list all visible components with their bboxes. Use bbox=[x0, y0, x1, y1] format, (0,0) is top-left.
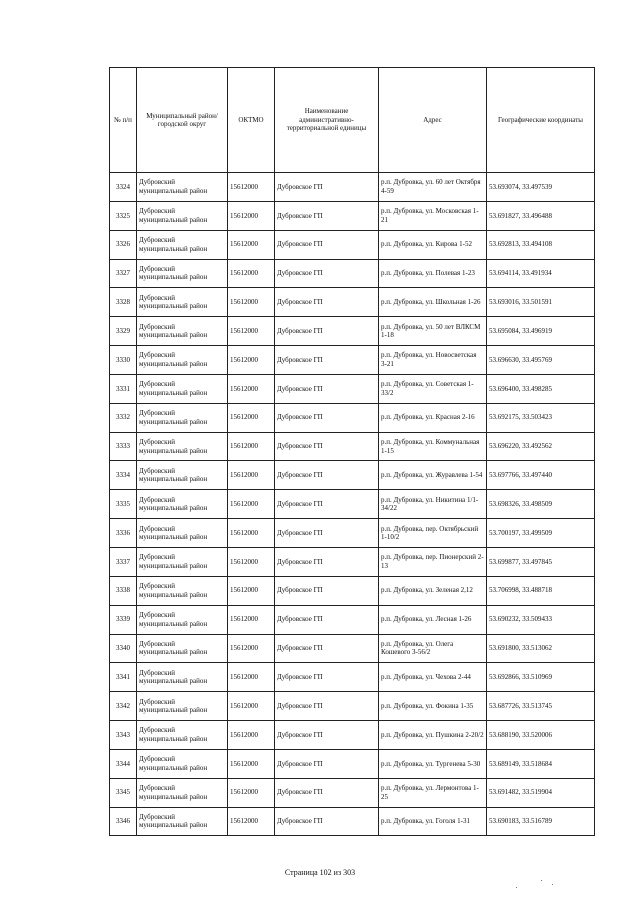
cell-num: 3327 bbox=[110, 259, 137, 288]
cell-district: Дубровский муниципальный район bbox=[137, 490, 228, 519]
cell-geo: 53.690232, 33.509433 bbox=[487, 605, 595, 634]
cell-district: Дубровский муниципальный район bbox=[137, 605, 228, 634]
scan-speck bbox=[552, 884, 553, 885]
cell-oktmo: 15612000 bbox=[228, 259, 275, 288]
cell-oktmo: 15612000 bbox=[228, 461, 275, 490]
cell-address: р.п. Дубровка, ул. Гоголя 1-31 bbox=[379, 807, 487, 836]
cell-district: Дубровский муниципальный район bbox=[137, 374, 228, 403]
cell-district: Дубровский муниципальный район bbox=[137, 634, 228, 663]
table-row bbox=[110, 778, 595, 807]
cell-num: 3340 bbox=[110, 634, 137, 663]
cell-oktmo: 15612000 bbox=[228, 346, 275, 375]
cell-unit: Дубровское ГП bbox=[275, 201, 379, 230]
cell-unit: Дубровское ГП bbox=[275, 346, 379, 375]
cell-geo: 53.695084, 33.496919 bbox=[487, 317, 595, 346]
header-oktmo: ОКТМО bbox=[228, 68, 275, 173]
table-header-row bbox=[110, 68, 595, 173]
table-row bbox=[110, 749, 595, 778]
cell-num: 3341 bbox=[110, 663, 137, 692]
cell-oktmo: 15612000 bbox=[228, 634, 275, 663]
cell-geo: 53.697766, 33.497440 bbox=[487, 461, 595, 490]
cell-unit: Дубровское ГП bbox=[275, 778, 379, 807]
table-row bbox=[110, 663, 595, 692]
cell-oktmo: 15612000 bbox=[228, 374, 275, 403]
cell-address: р.п. Дубровка, ул. Тургенева 5-30 bbox=[379, 749, 487, 778]
cell-address: р.п. Дубровка, ул. 50 лет ВЛКСМ 1-18 bbox=[379, 317, 487, 346]
cell-district: Дубровский муниципальный район bbox=[137, 259, 228, 288]
table-row bbox=[110, 346, 595, 375]
cell-address: р.п. Дубровка, ул. Новосветская 3-21 bbox=[379, 346, 487, 375]
cell-address: р.п. Дубровка, ул. Московская 1-21 bbox=[379, 201, 487, 230]
cell-district: Дубровский муниципальный район bbox=[137, 317, 228, 346]
cell-geo: 53.691827, 33.496488 bbox=[487, 201, 595, 230]
cell-geo: 53.696630, 33.495769 bbox=[487, 346, 595, 375]
cell-address: р.п. Дубровка, ул. Зеленая 2,12 bbox=[379, 576, 487, 605]
table-row bbox=[110, 605, 595, 634]
cell-unit: Дубровское ГП bbox=[275, 692, 379, 721]
cell-num: 3331 bbox=[110, 374, 137, 403]
page-number: Страница 102 из 303 bbox=[284, 868, 356, 877]
table-row bbox=[110, 490, 595, 519]
cell-district: Дубровский муниципальный район bbox=[137, 721, 228, 750]
cell-unit: Дубровское ГП bbox=[275, 490, 379, 519]
cell-address: р.п. Дубровка, ул. Полевая 1-23 bbox=[379, 259, 487, 288]
cell-district: Дубровский муниципальный район bbox=[137, 230, 228, 259]
cell-oktmo: 15612000 bbox=[228, 576, 275, 605]
cell-address: р.п. Дубровка, ул. Никитина 1/1-34/22 bbox=[379, 490, 487, 519]
cell-address: р.п. Дубровка, пер. Пионерский 2-13 bbox=[379, 547, 487, 576]
cell-district: Дубровский муниципальный район bbox=[137, 288, 228, 317]
cell-oktmo: 15612000 bbox=[228, 288, 275, 317]
table-row bbox=[110, 317, 595, 346]
cell-address: р.п. Дубровка, ул. Пушкина 2-20/2 bbox=[379, 721, 487, 750]
table-row bbox=[110, 173, 595, 202]
cell-address: р.п. Дубровка, ул. 60 лет Октября 4-59 bbox=[379, 173, 487, 202]
cell-unit: Дубровское ГП bbox=[275, 461, 379, 490]
table-row bbox=[110, 547, 595, 576]
cell-address: р.п. Дубровка, ул. Фокина 1-35 bbox=[379, 692, 487, 721]
cell-district: Дубровский муниципальный район bbox=[137, 173, 228, 202]
table-row bbox=[110, 230, 595, 259]
cell-num: 3343 bbox=[110, 721, 137, 750]
cell-oktmo: 15612000 bbox=[228, 721, 275, 750]
cell-num: 3328 bbox=[110, 288, 137, 317]
cell-address: р.п. Дубровка, ул. Школьная 1-26 bbox=[379, 288, 487, 317]
cell-geo: 53.687726, 33.513745 bbox=[487, 692, 595, 721]
table-body bbox=[110, 173, 595, 836]
cell-district: Дубровский муниципальный район bbox=[137, 749, 228, 778]
cell-unit: Дубровское ГП bbox=[275, 519, 379, 548]
cell-geo: 53.693074, 33.497539 bbox=[487, 173, 595, 202]
cell-geo: 53.690183, 33.516789 bbox=[487, 807, 595, 836]
cell-num: 3324 bbox=[110, 173, 137, 202]
cell-num: 3330 bbox=[110, 346, 137, 375]
cell-unit: Дубровское ГП bbox=[275, 634, 379, 663]
cell-address: р.п. Дубровка, ул. Олега Кошевого 3-56/2 bbox=[379, 634, 487, 663]
cell-geo: 53.706998, 33.488718 bbox=[487, 576, 595, 605]
cell-num: 3344 bbox=[110, 749, 137, 778]
cell-oktmo: 15612000 bbox=[228, 519, 275, 548]
cell-address: р.п. Дубровка, ул. Коммунальная 1-15 bbox=[379, 432, 487, 461]
cell-district: Дубровский муниципальный район bbox=[137, 201, 228, 230]
cell-district: Дубровский муниципальный район bbox=[137, 547, 228, 576]
cell-unit: Дубровское ГП bbox=[275, 230, 379, 259]
table-row bbox=[110, 634, 595, 663]
cell-num: 3329 bbox=[110, 317, 137, 346]
cell-oktmo: 15612000 bbox=[228, 692, 275, 721]
cell-unit: Дубровское ГП bbox=[275, 807, 379, 836]
cell-num: 3335 bbox=[110, 490, 137, 519]
cell-address: р.п. Дубровка, ул. Журавлева 1-54 bbox=[379, 461, 487, 490]
cell-unit: Дубровское ГП bbox=[275, 432, 379, 461]
table-row bbox=[110, 721, 595, 750]
cell-district: Дубровский муниципальный район bbox=[137, 778, 228, 807]
table-row bbox=[110, 461, 595, 490]
cell-unit: Дубровское ГП bbox=[275, 317, 379, 346]
header-num: № п/п bbox=[110, 68, 137, 173]
addresses-table bbox=[109, 67, 595, 836]
cell-oktmo: 15612000 bbox=[228, 173, 275, 202]
cell-num: 3342 bbox=[110, 692, 137, 721]
cell-district: Дубровский муниципальный район bbox=[137, 663, 228, 692]
cell-num: 3326 bbox=[110, 230, 137, 259]
table-row bbox=[110, 519, 595, 548]
cell-num: 3325 bbox=[110, 201, 137, 230]
cell-oktmo: 15612000 bbox=[228, 605, 275, 634]
cell-unit: Дубровское ГП bbox=[275, 403, 379, 432]
cell-geo: 53.692866, 33.510969 bbox=[487, 663, 595, 692]
cell-geo: 53.696220, 33.492562 bbox=[487, 432, 595, 461]
cell-unit: Дубровское ГП bbox=[275, 259, 379, 288]
table-row bbox=[110, 374, 595, 403]
cell-oktmo: 15612000 bbox=[228, 778, 275, 807]
cell-num: 3336 bbox=[110, 519, 137, 548]
cell-address: р.п. Дубровка, ул. Чехова 2-44 bbox=[379, 663, 487, 692]
cell-num: 3346 bbox=[110, 807, 137, 836]
cell-unit: Дубровское ГП bbox=[275, 576, 379, 605]
cell-unit: Дубровское ГП bbox=[275, 288, 379, 317]
table-row bbox=[110, 432, 595, 461]
cell-num: 3332 bbox=[110, 403, 137, 432]
cell-district: Дубровский муниципальный район bbox=[137, 432, 228, 461]
cell-geo: 53.691800, 33.513062 bbox=[487, 634, 595, 663]
cell-address: р.п. Дубровка, ул. Лесная 1-26 bbox=[379, 605, 487, 634]
cell-geo: 53.689149, 33.518684 bbox=[487, 749, 595, 778]
cell-num: 3333 bbox=[110, 432, 137, 461]
header-district: Муниципальный район/городской округ bbox=[137, 68, 228, 173]
cell-unit: Дубровское ГП bbox=[275, 547, 379, 576]
cell-geo: 53.694114, 33.491934 bbox=[487, 259, 595, 288]
cell-oktmo: 15612000 bbox=[228, 490, 275, 519]
table-row bbox=[110, 259, 595, 288]
cell-unit: Дубровское ГП bbox=[275, 663, 379, 692]
table-row bbox=[110, 576, 595, 605]
table-row bbox=[110, 692, 595, 721]
cell-district: Дубровский муниципальный район bbox=[137, 403, 228, 432]
cell-address: р.п. Дубровка, ул. Советская 1-33/2 bbox=[379, 374, 487, 403]
cell-geo: 53.691482, 33.519904 bbox=[487, 778, 595, 807]
header-address: Адрес bbox=[379, 68, 487, 173]
cell-district: Дубровский муниципальный район bbox=[137, 461, 228, 490]
cell-geo: 53.693016, 33.501591 bbox=[487, 288, 595, 317]
header-unit: Наименование административно-территориальной единицы bbox=[275, 68, 379, 173]
cell-geo: 53.698326, 33.498509 bbox=[487, 490, 595, 519]
scan-speck bbox=[516, 887, 517, 888]
cell-num: 3338 bbox=[110, 576, 137, 605]
cell-num: 3334 bbox=[110, 461, 137, 490]
cell-geo: 53.700197, 33.499509 bbox=[487, 519, 595, 548]
cell-district: Дубровский муниципальный район bbox=[137, 692, 228, 721]
cell-geo: 53.688190, 33.520006 bbox=[487, 721, 595, 750]
cell-oktmo: 15612000 bbox=[228, 547, 275, 576]
cell-district: Дубровский муниципальный район bbox=[137, 807, 228, 836]
table-row bbox=[110, 288, 595, 317]
cell-num: 3337 bbox=[110, 547, 137, 576]
cell-geo: 53.692175, 33.503423 bbox=[487, 403, 595, 432]
cell-oktmo: 15612000 bbox=[228, 807, 275, 836]
cell-oktmo: 15612000 bbox=[228, 749, 275, 778]
cell-unit: Дубровское ГП bbox=[275, 749, 379, 778]
header-geo: Географические координаты bbox=[487, 68, 595, 173]
cell-district: Дубровский муниципальный район bbox=[137, 519, 228, 548]
cell-num: 3339 bbox=[110, 605, 137, 634]
cell-address: р.п. Дубровка, пер. Октябрьский 1-10/2 bbox=[379, 519, 487, 548]
cell-geo: 53.692813, 33.494108 bbox=[487, 230, 595, 259]
cell-unit: Дубровское ГП bbox=[275, 374, 379, 403]
cell-oktmo: 15612000 bbox=[228, 317, 275, 346]
cell-district: Дубровский муниципальный район bbox=[137, 576, 228, 605]
cell-address: р.п. Дубровка, ул. Лермонтова 1-25 bbox=[379, 778, 487, 807]
cell-district: Дубровский муниципальный район bbox=[137, 346, 228, 375]
cell-address: р.п. Дубровка, ул. Кирова 1-52 bbox=[379, 230, 487, 259]
cell-oktmo: 15612000 bbox=[228, 432, 275, 461]
table-row bbox=[110, 403, 595, 432]
cell-oktmo: 15612000 bbox=[228, 403, 275, 432]
cell-unit: Дубровское ГП bbox=[275, 605, 379, 634]
scan-speck bbox=[541, 880, 542, 881]
table-row bbox=[110, 201, 595, 230]
cell-geo: 53.699877, 33.497845 bbox=[487, 547, 595, 576]
cell-oktmo: 15612000 bbox=[228, 201, 275, 230]
cell-oktmo: 15612000 bbox=[228, 663, 275, 692]
cell-unit: Дубровское ГП bbox=[275, 173, 379, 202]
cell-geo: 53.696400, 33.498285 bbox=[487, 374, 595, 403]
cell-unit: Дубровское ГП bbox=[275, 721, 379, 750]
cell-num: 3345 bbox=[110, 778, 137, 807]
cell-oktmo: 15612000 bbox=[228, 230, 275, 259]
table-row bbox=[110, 807, 595, 836]
cell-address: р.п. Дубровка, ул. Красная 2-16 bbox=[379, 403, 487, 432]
